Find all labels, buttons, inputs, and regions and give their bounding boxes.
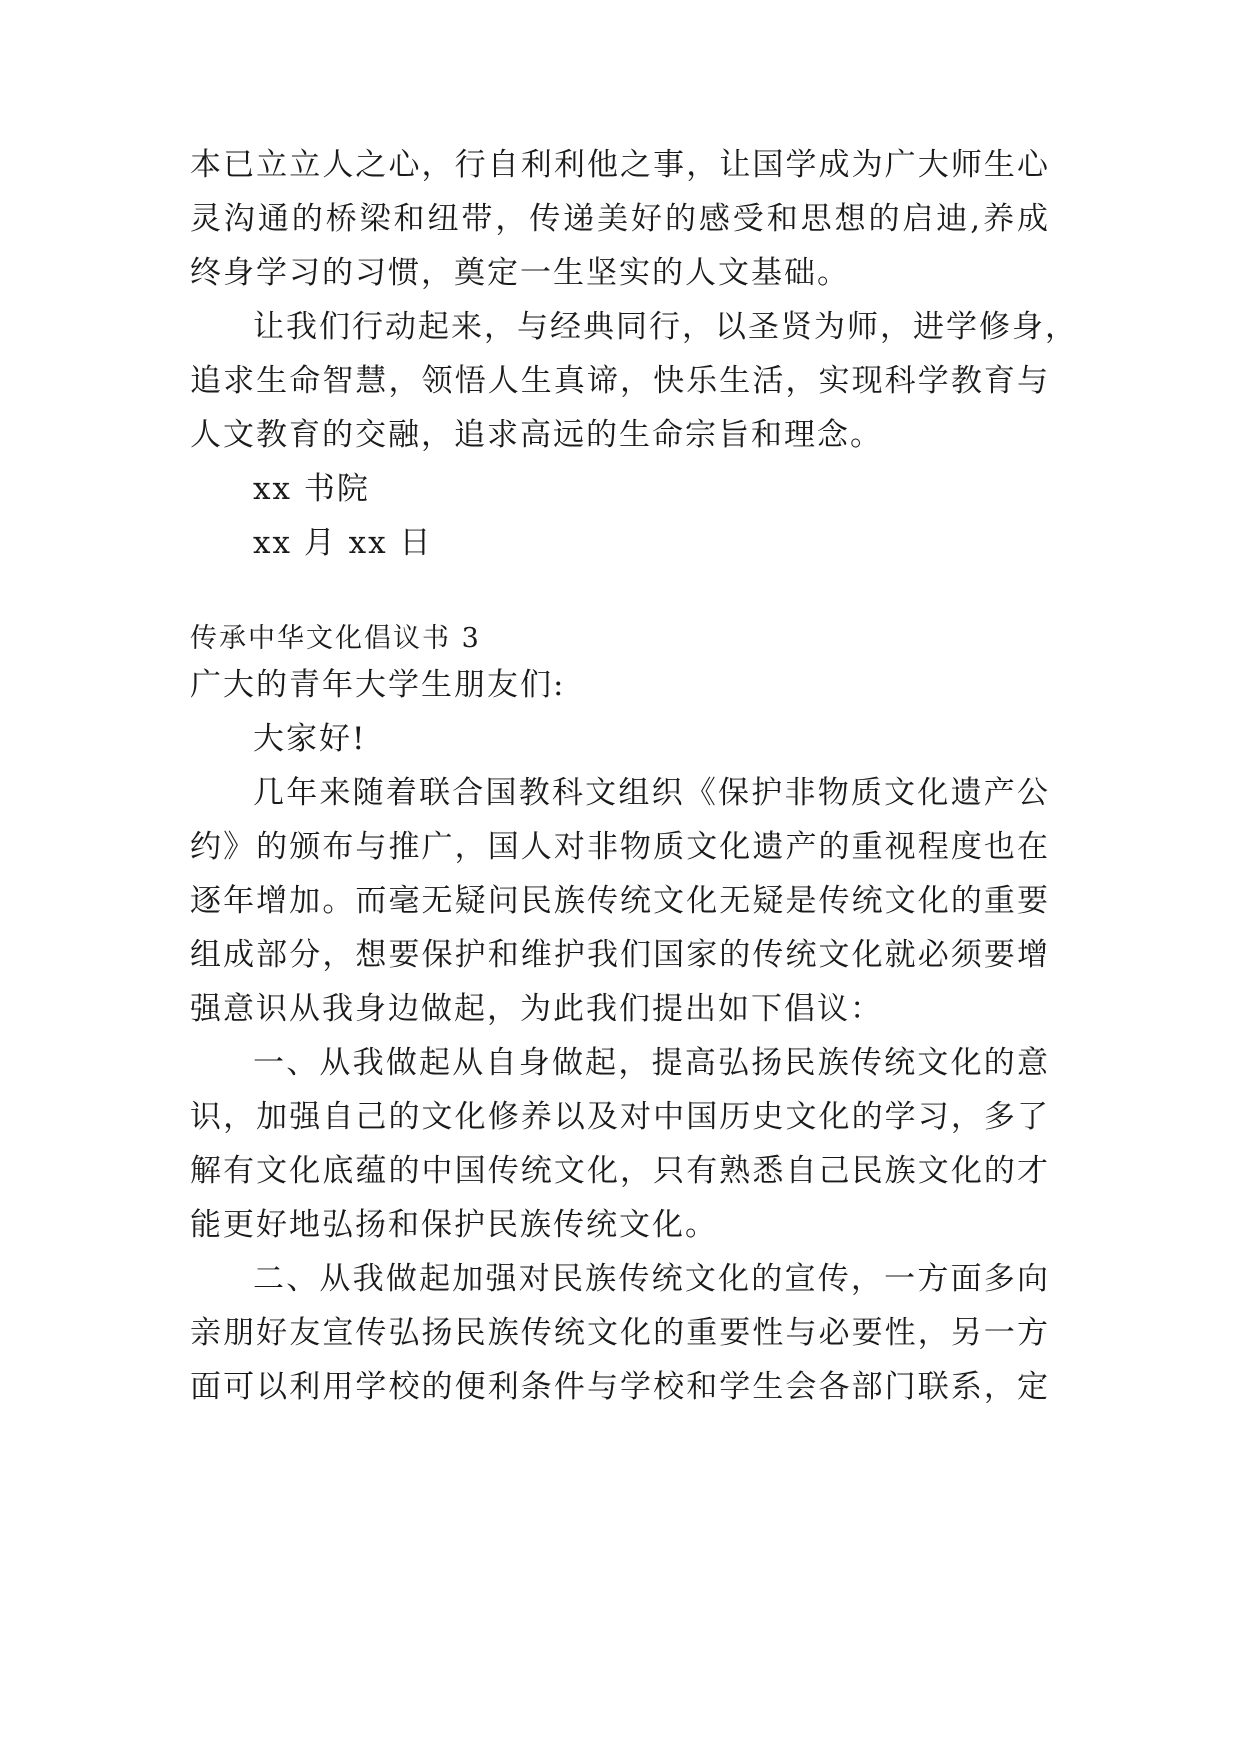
- paragraph-line: 识，加强自己的文化修养以及对中国历史文化的学习，多了: [190, 1099, 1050, 1135]
- salutation: 广大的青年大学生朋友们:: [190, 667, 566, 703]
- paragraph-line: 一、从我做起从自身做起，提高弘扬民族传统文化的意: [253, 1045, 1050, 1081]
- section-title: 传承中华文化倡议书 3: [190, 623, 481, 654]
- paragraph-line: 终身学习的习惯，奠定一生坚实的人文基础。: [190, 255, 850, 291]
- paragraph-line: 追求生命智慧，领悟人生真谛，快乐生活，实现科学教育与: [190, 363, 1050, 399]
- paragraph-line: 亲朋好友宣传弘扬民族传统文化的重要性与必要性，另一方: [190, 1315, 1050, 1351]
- paragraph-line: 约》的颁布与推广，国人对非物质文化遗产的重视程度也在: [190, 829, 1050, 865]
- date: xx 月 xx 日: [253, 525, 433, 561]
- paragraph-line: 组成部分，想要保护和维护我们国家的传统文化就必须要增: [190, 937, 1050, 973]
- paragraph-line: 能更好地弘扬和保护民族传统文化。: [190, 1207, 718, 1243]
- paragraph-line: 强意识从我身边做起，为此我们提出如下倡议：: [190, 991, 883, 1027]
- greeting: 大家好!: [253, 721, 367, 757]
- paragraph-line: 本已立立人之心，行自利利他之事，让国学成为广大师生心: [190, 147, 1050, 183]
- paragraph-line: 让我们行动起来，与经典同行，以圣贤为师，进学修身，: [253, 309, 1078, 345]
- paragraph-line: 几年来随着联合国教科文组织《保护非物质文化遗产公: [253, 775, 1050, 811]
- paragraph-line: 灵沟通的桥梁和纽带，传递美好的感受和思想的启迪,养成: [190, 201, 1050, 237]
- paragraph-line: 人文教育的交融，追求高远的生命宗旨和理念。: [190, 417, 883, 453]
- paragraph-line: 解有文化底蕴的中国传统文化，只有熟悉自己民族文化的才: [190, 1153, 1050, 1189]
- signature: xx 书院: [253, 471, 370, 507]
- paragraph-line: 二、从我做起加强对民族传统文化的宣传，一方面多向: [253, 1261, 1050, 1297]
- paragraph-line: 面可以利用学校的便利条件与学校和学生会各部门联系，定: [190, 1369, 1050, 1405]
- paragraph-line: 逐年增加。而毫无疑问民族传统文化无疑是传统文化的重要: [190, 883, 1050, 919]
